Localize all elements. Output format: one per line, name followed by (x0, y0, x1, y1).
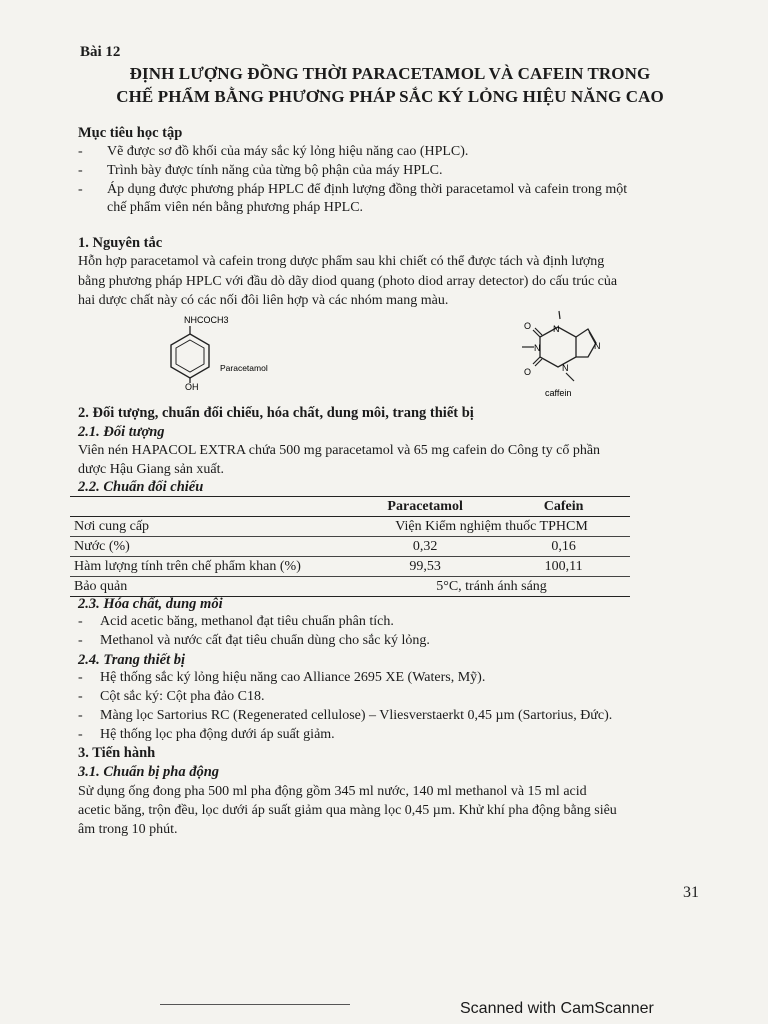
subsection-2-4-heading: 2.4. Trang thiết bị (78, 652, 186, 668)
section-1-line: bằng phương pháp HPLC với đầu dò dãy diod quang (photo diod array detector) do cấu trúc của (78, 274, 618, 289)
row-label: Bảo quản (74, 579, 128, 594)
caffeine-structure (500, 305, 610, 401)
row-label: Nước (%) (74, 539, 130, 554)
table-header-row (70, 497, 630, 517)
row-label: Hàm lượng tính trên chế phẩm khan (%) (74, 559, 301, 574)
chemical-item: Acid acetic băng, methanol đạt tiêu chuẩn phân tích. (100, 614, 394, 629)
caf-nitrogen-label: N (534, 343, 541, 353)
row-cafein-value: 0,16 (551, 539, 576, 554)
bullet: - (78, 614, 83, 629)
table-header-cafein: Cafein (543, 499, 584, 514)
bullet: - (78, 163, 83, 178)
reference-standard-table (70, 496, 630, 597)
subsection-2-1-heading: 2.1. Đối tượng (78, 424, 165, 440)
table-header-empty (70, 497, 353, 517)
row-paracetamol-value: 0,32 (412, 539, 438, 554)
caf-oxygen-label: O (524, 321, 532, 331)
caf-oxygen-label: O (524, 367, 532, 377)
section-3-line: acetic băng, trộn đều, lọc dưới áp suất giảm qua màng lọc 0,45 µm. Khử khí pha động bằng siêu (78, 803, 617, 818)
bullet: - (78, 182, 83, 197)
table-header-paracetamol: Paracetamol (387, 499, 463, 514)
bullet: - (78, 633, 83, 648)
objective-item: Vẽ được sơ đồ khối của máy sắc ký lỏng hiệu năng cao (HPLC). (107, 144, 469, 159)
objective-item: Trình bày được tính năng của từng bộ phận của máy HPLC. (107, 163, 443, 178)
para-hydroxyl-label: OH (185, 382, 199, 392)
paracetamol-structure (150, 310, 310, 392)
title-line-1: ĐỊNH LƯỢNG ĐỒNG THỜI PARACETAMOL VÀ CAFEIN TRONG (129, 64, 651, 83)
subsection-3-1-heading: 3.1. Chuẩn bị pha động (78, 764, 220, 780)
bullet: - (78, 670, 83, 685)
lesson-label: Bài 12 (80, 44, 121, 60)
caf-nitrogen-label: N (553, 324, 560, 334)
caf-nitrogen-label: N (594, 341, 601, 351)
objective-item-cont: chế phẩm viên nén bằng phương pháp HPLC. (107, 200, 364, 215)
scanner-watermark: Scanned with CamScanner (460, 1000, 654, 1017)
equipment-item: Cột sắc ký: Cột pha đảo C18. (100, 689, 265, 704)
row-merged-value: Viện Kiểm nghiệm thuốc TPHCM (395, 519, 588, 534)
subsection-2-1-line: Viên nén HAPACOL EXTRA chứa 500 mg paracetamol và 65 mg cafein do Công ty cổ phần (78, 443, 601, 458)
bullet: - (78, 144, 83, 159)
section-1-line: hai dược chất này có các nối đôi liên hợp và các nhóm mang màu. (78, 293, 449, 308)
row-cafein-value: 100,11 (544, 559, 583, 574)
equipment-item: Hệ thống lọc pha động dưới áp suất giảm. (100, 727, 335, 742)
section-2-heading: 2. Đối tượng, chuẩn đối chiếu, hóa chất, dung môi, trang thiết bị (78, 405, 474, 421)
section-3-heading: 3. Tiến hành (78, 745, 156, 761)
objective-item: Áp dụng được phương pháp HPLC để định lượng đồng thời paracetamol và cafein trong một (107, 182, 628, 197)
row-merged-value: 5°C, tránh ánh sáng (436, 579, 547, 594)
table-row (70, 557, 630, 577)
equipment-item: Màng lọc Sartorius RC (Regenerated cellulose) – Vliesverstaerkt 0,45 µm (Sartorius, Đức). (100, 708, 613, 723)
bullet: - (78, 689, 83, 704)
row-paracetamol-value: 99,53 (409, 559, 441, 574)
caffeine-label: caffein (545, 388, 572, 398)
section-3-line: âm trong 10 phút. (78, 822, 178, 837)
bullet: - (78, 727, 83, 742)
bullet: - (78, 708, 83, 723)
table-row (70, 577, 630, 597)
footer-rule (160, 1004, 350, 1005)
subsection-2-2-heading: 2.2. Chuẩn đối chiếu (78, 479, 204, 495)
row-label: Nơi cung cấp (74, 519, 150, 534)
table-row (70, 537, 630, 557)
chemical-item: Methanol và nước cất đạt tiêu chuẩn dùng cho sắc ký lỏng. (100, 633, 430, 648)
para-substituent-label: NHCOCH3 (184, 315, 229, 325)
subsection-2-3-heading: 2.3. Hóa chất, dung môi (78, 596, 223, 612)
section-1-heading: 1. Nguyên tắc (78, 235, 163, 251)
section-3-line: Sử dụng ống đong pha 500 ml pha động gồm 345 ml nước, 140 ml methanol và 15 ml acid (78, 784, 587, 799)
objectives-heading: Mục tiêu học tập (78, 125, 183, 141)
caf-nitrogen-label: N (562, 363, 569, 373)
subsection-2-1-line: dược Hậu Giang sản xuất. (78, 462, 225, 477)
equipment-item: Hệ thống sắc ký lỏng hiệu năng cao Alliance 2695 XE (Waters, Mỹ). (100, 670, 486, 685)
table-row (70, 517, 630, 537)
section-1-line: Hỗn hợp paracetamol và cafein trong dược phẩm sau khi chiết có thể được tách và định lượng (78, 254, 605, 269)
page-number: 31 (683, 884, 699, 901)
title-line-2: CHẾ PHẨM BẰNG PHƯƠNG PHÁP SẮC KÝ LỎNG HIỆU NĂNG CAO (116, 87, 664, 106)
paracetamol-label: Paracetamol (220, 363, 268, 373)
